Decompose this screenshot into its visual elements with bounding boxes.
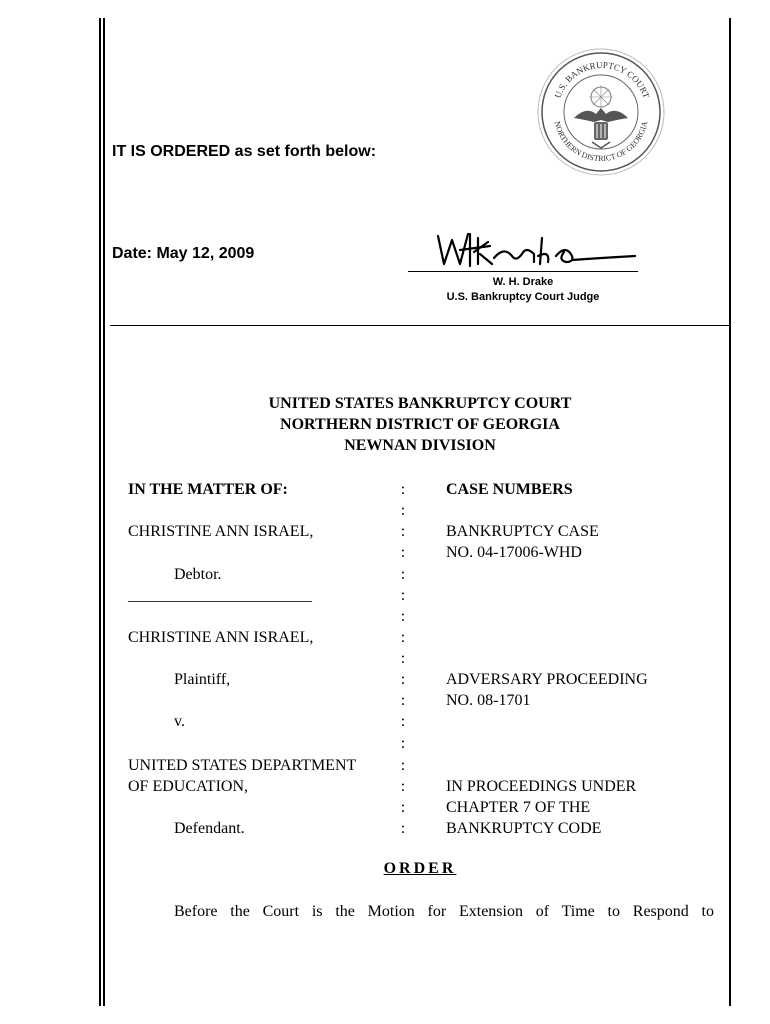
- court-division: NEWNAN DIVISION: [344, 437, 496, 454]
- signature-image: [430, 228, 645, 270]
- order-date: Date: May 12, 2009: [112, 245, 255, 262]
- plaintiff-role: Plaintiff,: [174, 671, 231, 688]
- caption-colon: :: [400, 692, 406, 709]
- caption-colon: :: [400, 608, 406, 625]
- left-margin-line-outer: [99, 18, 101, 1006]
- caption-colon: :: [400, 629, 406, 646]
- debtor-name: CHRISTINE ANN ISRAEL,: [128, 523, 314, 540]
- court-seal: [536, 42, 666, 177]
- chapter-line-1: IN PROCEEDINGS UNDER: [446, 778, 637, 795]
- header-divider: [110, 325, 730, 326]
- judge-title: U.S. Bankruptcy Court Judge: [446, 291, 600, 303]
- defendant-name-line2: OF EDUCATION,: [128, 778, 248, 795]
- seal-icon: [536, 42, 666, 177]
- caption-colon: :: [400, 481, 406, 498]
- case-numbers-heading: CASE NUMBERS: [446, 481, 573, 498]
- judge-name: W. H. Drake: [492, 276, 554, 288]
- versus-label: v.: [174, 713, 185, 730]
- defendant-role: Defendant.: [174, 820, 245, 837]
- order-body-first-line: Before the Court is the Motion for Extension of Time to Respond to: [174, 903, 714, 920]
- left-margin-line-inner: [103, 18, 105, 1006]
- seal-top-text: U.S. BANKRUPTCY COURT: [552, 59, 652, 100]
- caption-colon: :: [400, 757, 406, 774]
- caption-colon: :: [400, 544, 406, 561]
- caption-colon: :: [400, 799, 406, 816]
- bankruptcy-case-label: BANKRUPTCY CASE: [446, 523, 599, 540]
- chapter-line-3: BANKRUPTCY CODE: [446, 820, 602, 837]
- right-margin-line: [729, 18, 731, 1006]
- caption-colon: :: [400, 587, 406, 604]
- matter-heading: IN THE MATTER OF:: [128, 481, 288, 498]
- caption-colon: :: [400, 778, 406, 795]
- court-district: NORTHERN DISTRICT OF GEORGIA: [280, 416, 560, 433]
- caption-colon: :: [400, 713, 406, 730]
- caption-colon: :: [400, 735, 406, 752]
- ordered-line: IT IS ORDERED as set forth below:: [112, 143, 377, 160]
- caption-colon: :: [400, 502, 406, 519]
- defendant-name-line1: UNITED STATES DEPARTMENT: [128, 757, 357, 774]
- adversary-proceeding-label: ADVERSARY PROCEEDING: [446, 671, 648, 688]
- caption-colon: :: [400, 523, 406, 540]
- chapter-line-2: CHAPTER 7 OF THE: [446, 799, 591, 816]
- order-title: ORDER: [383, 860, 457, 877]
- seal-bottom-text: NORTHERN DISTRICT OF GEORGIA: [552, 120, 650, 164]
- caption-colon: :: [400, 820, 406, 837]
- bankruptcy-case-number: NO. 04-17006-WHD: [446, 544, 582, 561]
- caption-colon: :: [400, 671, 406, 688]
- signature-line: [408, 271, 638, 272]
- plaintiff-name: CHRISTINE ANN ISRAEL,: [128, 629, 314, 646]
- court-name: UNITED STATES BANKRUPTCY COURT: [268, 395, 572, 412]
- caption-colon: :: [400, 566, 406, 583]
- debtor-role: Debtor.: [174, 566, 222, 583]
- caption-colon: :: [400, 650, 406, 667]
- adversary-proceeding-number: NO. 08-1701: [446, 692, 531, 709]
- judge-signature: [430, 228, 645, 270]
- caption-separator: _______________________: [128, 587, 312, 604]
